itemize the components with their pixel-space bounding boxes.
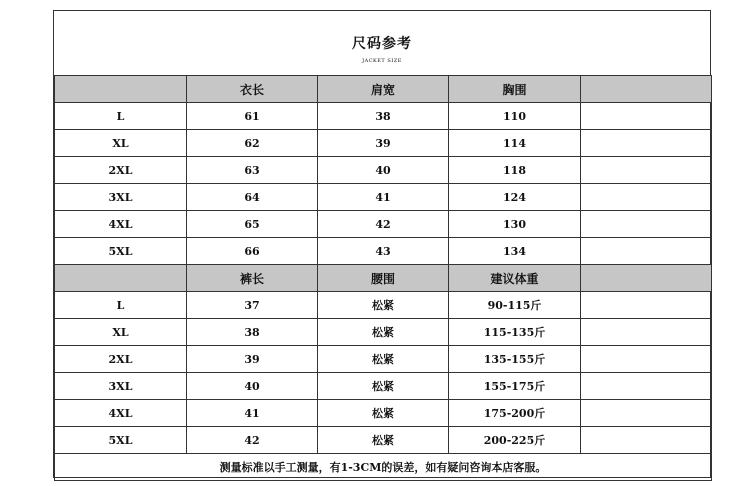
table-cell <box>581 373 712 400</box>
table-cell: 松紧 <box>318 373 449 400</box>
table-cell: 66 <box>187 238 318 265</box>
table-cell: 41 <box>318 184 449 211</box>
pants-row <box>55 373 712 400</box>
chart-subtitle: JACKET SIZE <box>362 58 402 64</box>
size-chart <box>53 10 711 478</box>
table-cell <box>581 238 712 265</box>
table-cell <box>55 76 187 103</box>
jacket-row <box>55 211 712 238</box>
table-cell: 114 <box>449 130 581 157</box>
table-cell: 115-135斤 <box>449 319 581 346</box>
jacket-header-row <box>55 76 712 103</box>
table-cell: 39 <box>318 130 449 157</box>
chart-header <box>54 11 710 75</box>
table-cell <box>581 157 712 184</box>
table-cell: 松紧 <box>318 427 449 454</box>
table-cell: 42 <box>318 211 449 238</box>
table-cell: 200-225斤 <box>449 427 581 454</box>
pants-row <box>55 400 712 427</box>
table-cell: 41 <box>187 400 318 427</box>
table-cell: 肩宽 <box>318 76 449 103</box>
table-cell <box>581 427 712 454</box>
table-cell <box>581 346 712 373</box>
table-cell: 37 <box>187 292 318 319</box>
table-cell <box>581 103 712 130</box>
pants-row <box>55 346 712 373</box>
pants-row <box>55 319 712 346</box>
table-cell <box>581 292 712 319</box>
table-cell: 4XL <box>55 400 187 427</box>
table-cell: XL <box>55 319 187 346</box>
table-cell: L <box>55 103 187 130</box>
table-cell: 3XL <box>55 184 187 211</box>
table-cell: 62 <box>187 130 318 157</box>
jacket-row <box>55 103 712 130</box>
table-cell: 63 <box>187 157 318 184</box>
table-cell: 40 <box>187 373 318 400</box>
table-cell: 胸围 <box>449 76 581 103</box>
table-cell: 5XL <box>55 238 187 265</box>
table-cell: 155-175斤 <box>449 373 581 400</box>
jacket-row <box>55 238 712 265</box>
size-table <box>54 75 712 481</box>
table-cell: XL <box>55 130 187 157</box>
table-cell: 40 <box>318 157 449 184</box>
table-cell <box>581 211 712 238</box>
table-cell: 裤长 <box>187 265 318 292</box>
table-cell: 腰围 <box>318 265 449 292</box>
table-cell: 130 <box>449 211 581 238</box>
table-cell <box>55 265 187 292</box>
chart-title: 尺码参考 <box>352 36 412 52</box>
table-cell: 39 <box>187 346 318 373</box>
table-cell: 135-155斤 <box>449 346 581 373</box>
table-cell: 38 <box>318 103 449 130</box>
table-cell: 64 <box>187 184 318 211</box>
table-cell <box>581 130 712 157</box>
table-cell <box>581 400 712 427</box>
pants-header-row <box>55 265 712 292</box>
table-cell: 松紧 <box>318 292 449 319</box>
table-cell: 3XL <box>55 373 187 400</box>
table-cell <box>581 184 712 211</box>
table-cell: 松紧 <box>318 400 449 427</box>
table-cell: 90-115斤 <box>449 292 581 319</box>
table-cell: 110 <box>449 103 581 130</box>
measurement-note: 测量标准以手工测量，有1-3CM的误差，如有疑问咨询本店客服。 <box>55 454 712 481</box>
table-cell: 124 <box>449 184 581 211</box>
table-cell: 38 <box>187 319 318 346</box>
table-cell: 61 <box>187 103 318 130</box>
table-cell: 65 <box>187 211 318 238</box>
table-cell: 42 <box>187 427 318 454</box>
table-cell: 松紧 <box>318 346 449 373</box>
jacket-row <box>55 184 712 211</box>
table-cell <box>581 76 712 103</box>
table-cell: 43 <box>318 238 449 265</box>
table-cell: 134 <box>449 238 581 265</box>
table-cell: 松紧 <box>318 319 449 346</box>
table-cell: 衣长 <box>187 76 318 103</box>
table-cell: 4XL <box>55 211 187 238</box>
note-row <box>55 454 712 481</box>
jacket-row <box>55 157 712 184</box>
table-cell: 2XL <box>55 346 187 373</box>
table-cell: 118 <box>449 157 581 184</box>
table-cell: 175-200斤 <box>449 400 581 427</box>
jacket-row <box>55 130 712 157</box>
table-cell: L <box>55 292 187 319</box>
table-cell: 建议体重 <box>449 265 581 292</box>
table-cell: 2XL <box>55 157 187 184</box>
table-cell: 5XL <box>55 427 187 454</box>
pants-row <box>55 427 712 454</box>
pants-row <box>55 292 712 319</box>
table-cell <box>581 265 712 292</box>
table-cell <box>581 319 712 346</box>
